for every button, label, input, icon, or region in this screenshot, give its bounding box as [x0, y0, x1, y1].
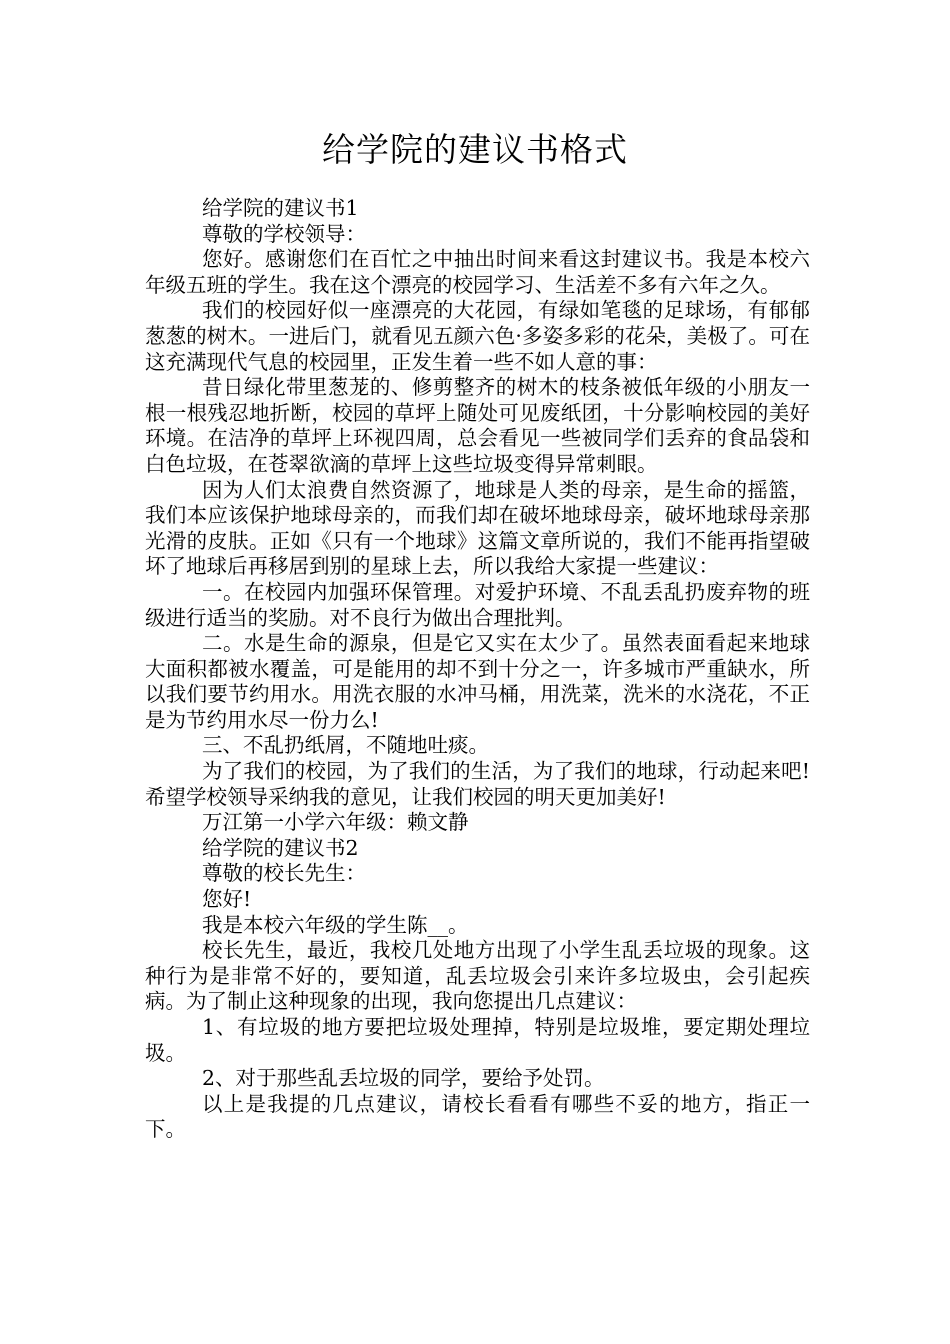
- paragraph: 因为人们太浪费自然资源了，地球是人类的母亲，是生命的摇篮，我们本应该保护地球母亲的，而我们却在破坏地球母亲，破坏地球母亲那光滑的皮肤。正如《只有一个地球》这篇文章所说的，我们不能再指望破坏了地球后再移居到别的星球上去，所以我给大家提一些建议：: [145, 477, 810, 579]
- suggestion-item: 1、有垃圾的地方要把垃圾处理掉，特别是垃圾堆，要定期处理垃圾。: [145, 1015, 810, 1065]
- signature: 万江第一小学六年级：赖文静: [202, 810, 469, 835]
- suggestion-item: 二。水是生命的源泉，但是它又实在太少了。虽然表面看起来地球大面积都被水覆盖，可是能用的却不到十分之一，许多城市严重缺水，所以我们要节约用水。用洗衣服的水冲马桶，用洗菜，洗米的水浇花，不正是为节约用水尽一份力么!: [145, 631, 810, 732]
- paragraph: 我们的校园好似一座漂亮的大花园，有绿如笔毯的足球场，有郁郁葱葱的树木。一进后门，就看见五颜六色·多姿多彩的花朵，美极了。可在这充满现代气息的校园里，正发生着一些不如人意的事：: [145, 298, 810, 374]
- paragraph: 昔日绿化带里葱茏的、修剪整齐的树木的枝条被低年级的小朋友一根一根残忍地折断，校园的草坪上随处可见废纸团，十分影响校园的美好环境。在洁净的草坪上环视四周，总会看见一些被同学们丢弃的食品袋和白色垃圾，在苍翠欲滴的草坪上这些垃圾变得异常刺眼。: [145, 375, 810, 476]
- section-heading-2: 给学院的建议书2: [202, 835, 359, 860]
- document-title: 给学院的建议书格式: [322, 130, 628, 169]
- paragraph: 校长先生，最近，我校几处地方出现了小学生乱丢垃圾的现象。这种行为是非常不好的，要知道，乱丢垃圾会引来许多垃圾虫，会引起疾病。为了制止这种现象的出现，我向您提出几点建议：: [145, 938, 810, 1014]
- salutation-1: 尊敬的学校领导：: [202, 221, 366, 246]
- salutation-2: 尊敬的校长先生：: [202, 861, 366, 886]
- suggestion-item: 三、不乱扔纸屑，不随地吐痰。: [202, 733, 489, 758]
- greeting: 您好!: [202, 887, 252, 912]
- paragraph: 我是本校六年级的学生陈__。: [202, 912, 469, 937]
- paragraph: 以上是我提的几点建议，请校长看看有哪些不妥的地方，指正一下。: [145, 1091, 810, 1142]
- suggestion-item: 一。在校园内加强环保管理。对爱护环境、不乱丢乱扔废弃物的班级进行适当的奖励。对不良行为做出合理批判。: [145, 579, 810, 630]
- section-heading-1: 给学院的建议书1: [202, 196, 359, 220]
- suggestion-item: 2、对于那些乱丢垃圾的同学，要给予处罚。: [202, 1066, 605, 1091]
- paragraph: 为了我们的校园，为了我们的生活，为了我们的地球，行动起来吧!希望学校领导采纳我的意见，让我们校园的明天更加美好!: [145, 759, 810, 809]
- document-body: [145, 196, 810, 1143]
- paragraph: 您好。感谢您们在百忙之中抽出时间来看这封建议书。我是本校六年级五班的学生。我在这个漂亮的校园学习、生活差不多有六年之久。: [145, 247, 810, 297]
